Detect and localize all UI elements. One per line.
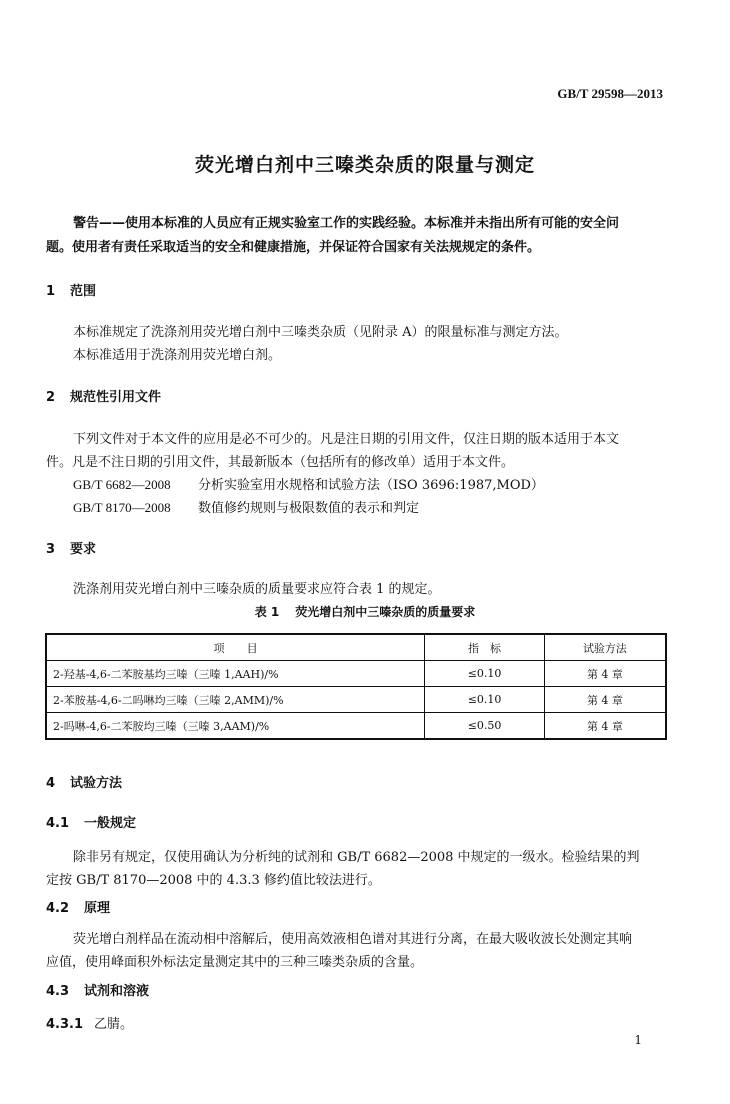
index-cell: ≤0.50 <box>425 713 545 740</box>
section-number: 4.3 <box>46 984 70 999</box>
normative-reference <box>73 474 544 493</box>
item-cell: 2-苯胺基-4,6-二吗啉均三嗪（三嗪 2,AMM)/% <box>46 687 425 713</box>
section-number: 4.1 <box>46 816 70 831</box>
section-number: 2 <box>46 390 56 405</box>
section-number: 1 <box>46 284 56 299</box>
section-title: 原理 <box>84 901 111 916</box>
section-4-2-line-1: 荧光增白剂样品在流动相中溶解后，使用高效液相色谱对其进行分离，在最大吸收波长处测定其响 <box>73 932 633 947</box>
section-1-heading <box>46 280 96 299</box>
section-3-heading <box>46 538 96 557</box>
section-4-1-line-1: 除非另有规定，仅使用确认为分析纯的试剂和 GB/T 6682—2008 中规定的一级水。检验结果的判 <box>73 850 640 865</box>
section-2-paragraph-line-1: 下列文件对于本文件的应用是必不可少的。凡是注日期的引用文件，仅注日期的版本适用于本文 <box>73 432 620 447</box>
reference-title: 数值修约规则与极限数值的表示和判定 <box>198 501 420 516</box>
section-4-2-line-2: 应值，使用峰面积外标法定量测定其中的三种三嗪类杂质的含量。 <box>46 955 424 970</box>
reference-code: GB/T 8170—2008 <box>73 500 171 515</box>
document-title: 荧光增白剂中三嗪类杂质的限量与测定 <box>194 154 535 176</box>
section-4-1-line-2: 定按 GB/T 8170—2008 中的 4.3.3 修约值比较法进行。 <box>46 873 381 888</box>
method-cell: 第 4 章 <box>544 713 666 740</box>
table-row <box>46 713 666 740</box>
item-cell: 2-羟基-4,6-二苯胺基均三嗪（三嗪 1,AAH)/% <box>46 661 425 687</box>
reference-title: 分析实验室用水规格和试验方法（ISO 3696:1987,MOD） <box>198 478 544 493</box>
table-header-row <box>46 634 666 661</box>
section-number: 4 <box>46 776 56 791</box>
section-title: 试剂和溶液 <box>84 984 150 999</box>
section-4-2-heading <box>46 897 110 916</box>
method-cell: 第 4 章 <box>544 661 666 687</box>
reference-code: GB/T 6682—2008 <box>73 477 171 492</box>
table-row <box>46 687 666 713</box>
section-title: 范围 <box>70 284 97 299</box>
section-4-1-heading <box>46 812 136 831</box>
section-4-3-1-heading <box>46 1013 133 1032</box>
column-header-index: 指 标 <box>425 634 545 661</box>
section-title: 规范性引用文件 <box>70 390 162 405</box>
index-cell: ≤0.10 <box>425 687 545 713</box>
table-title: 荧光增白剂中三嗪杂质的质量要求 <box>295 605 476 619</box>
section-title: 一般规定 <box>84 816 137 831</box>
section-3-paragraph: 洗涤剂用荧光增白剂中三嗪杂质的质量要求应符合表 1 的规定。 <box>73 582 441 597</box>
item-cell: 2-吗啉-4,6-二苯胺均三嗪（三嗪 3,AAM)/% <box>46 713 425 740</box>
section-4-heading <box>46 772 122 791</box>
standard-number: GB/T 29598—2013 <box>557 86 663 101</box>
section-2-heading <box>46 386 161 405</box>
table-caption <box>0 603 730 620</box>
table-label: 表 1 <box>254 605 280 619</box>
section-1-paragraph-2: 本标准适用于洗涤剂用荧光增白剂。 <box>73 348 282 363</box>
index-cell: ≤0.10 <box>425 661 545 687</box>
section-number: 3 <box>46 542 56 557</box>
method-cell: 第 4 章 <box>544 687 666 713</box>
section-title: 要求 <box>70 542 97 557</box>
section-number: 4.2 <box>46 901 70 916</box>
section-title: 乙腈。 <box>94 1017 134 1032</box>
table-row <box>46 661 666 687</box>
warning-line-1: 警告——使用本标准的人员应有正规实验室工作的实践经验。本标准并未指出所有可能的安全问 <box>73 216 620 231</box>
page-number: 1 <box>634 1033 642 1047</box>
normative-reference <box>73 497 419 516</box>
section-2-paragraph-line-2: 件。凡是不注日期的引用文件，其最新版本（包括所有的修改单）适用于本文件。 <box>46 455 515 470</box>
section-1-paragraph-1: 本标准规定了洗涤剂用荧光增白剂中三嗪类杂质（见附录 A）的限量标准与测定方法。 <box>73 325 568 340</box>
section-title: 试验方法 <box>70 776 123 791</box>
column-header-item: 项 目 <box>46 634 425 661</box>
section-4-3-heading <box>46 980 149 999</box>
section-number: 4.3.1 <box>46 1017 84 1032</box>
warning-line-2: 题。使用者有责任采取适当的安全和健康措施，并保证符合国家有关法规规定的条件。 <box>46 240 541 255</box>
quality-requirements-table <box>45 633 667 740</box>
column-header-test-method: 试验方法 <box>544 634 666 661</box>
